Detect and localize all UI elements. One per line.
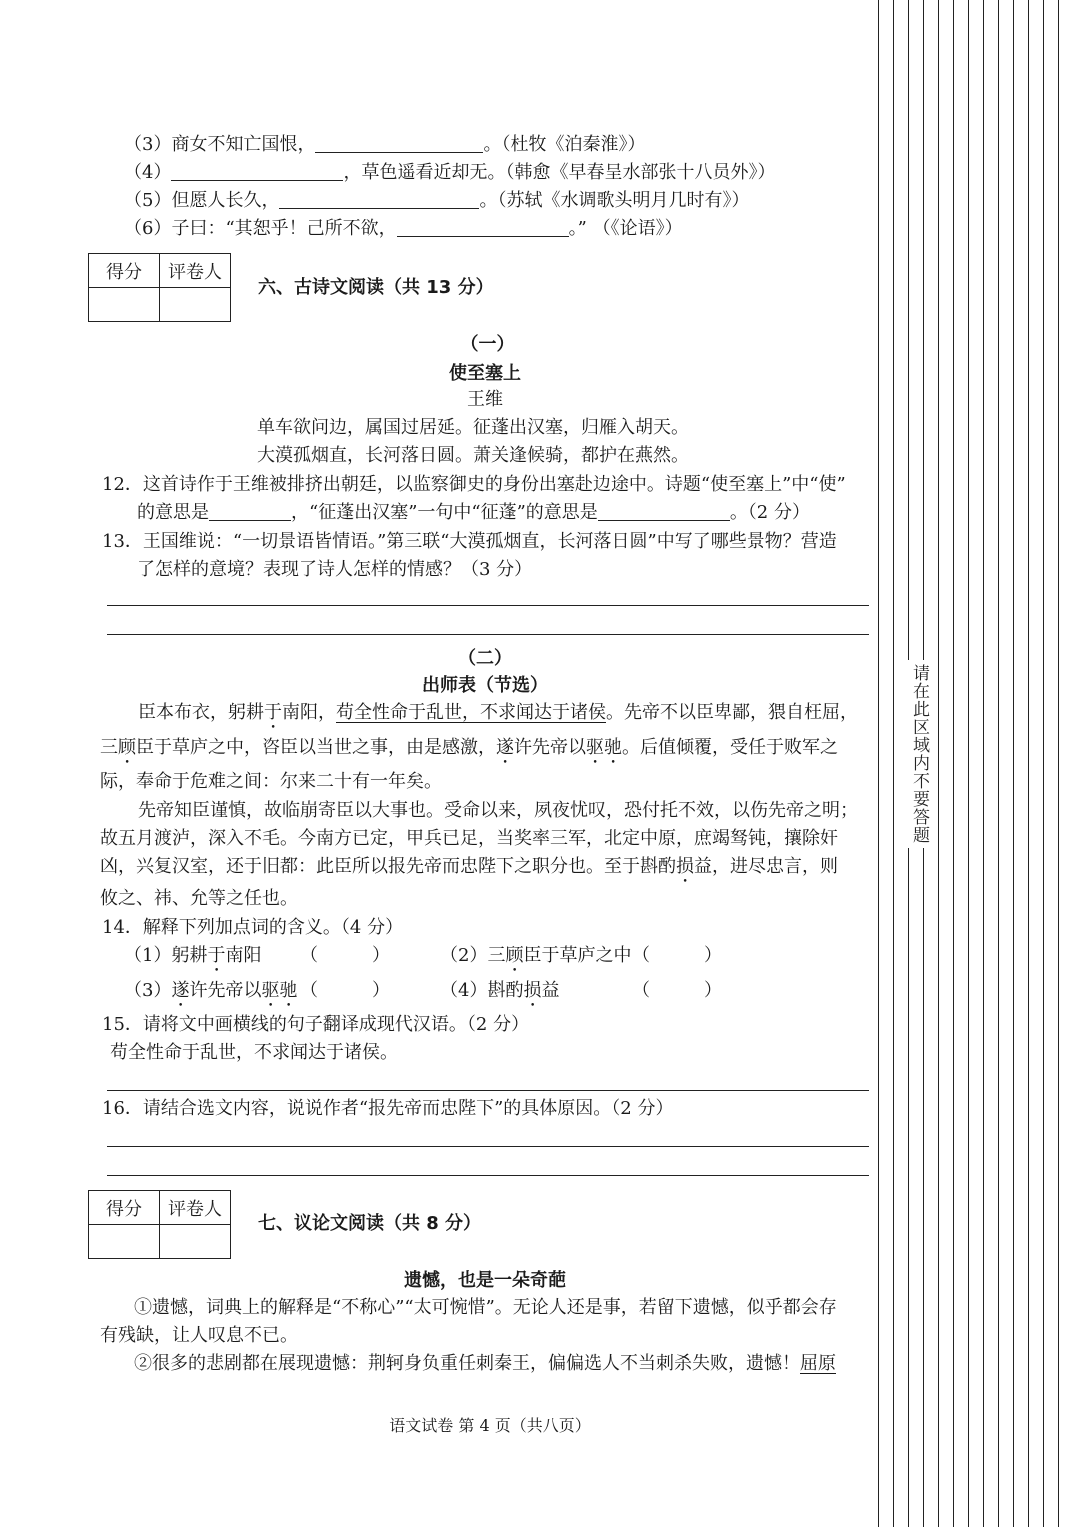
dotted-word: 损 [676,856,694,877]
passage-text: 臣于草庐之中，咨臣以当世之事，由是感激， [136,737,496,758]
passage-p2-line-1: 先帝知臣谨慎，故临崩寄臣以大事也。受命以来，夙夜忧叹，恐付托不效，以伤先帝之明； [138,800,858,821]
answer-blank[interactable] [598,502,730,521]
fill-in-5-post: 。（苏轼《水调歌头明月几时有》） [479,190,750,211]
passage-text: 臣本布衣，躬耕 [138,702,264,723]
passage-p1-line-1 [138,699,858,733]
grader-label: 评卷人 [160,1191,231,1225]
q14-item-1 [124,942,261,976]
dotted-word: 遂 [171,980,190,1001]
q14-text: 许先帝以 [189,980,262,1001]
passage-p2-line-3 [100,853,838,887]
binding-line [1028,0,1029,1527]
binding-notice: 请在此区域内不要答题 [905,660,934,848]
q14-item-2 [440,942,631,976]
article-title: 遗憾，也是一朵奇葩 [404,1270,566,1291]
article-p1-line-1: ①遗憾，词典上的解释是“不称心”“太可惋惜”。无论人还是事，若留下遗憾，似乎都会存 [134,1297,837,1318]
q12-line-2 [137,499,810,527]
passage-text: 。后值倾覆，受任于败军之 [622,737,838,758]
dotted-word: 驱驰 [261,980,298,1001]
score-box [88,1190,231,1259]
fill-in-4 [124,159,775,187]
passage-p1-line-2 [100,734,838,768]
passage-text: 三 [100,737,118,758]
q14-answer-3[interactable]: （ ） [300,980,390,1001]
article-text: ②很多的悲剧都在展现遗憾：荆轲身负重任刺秦王，偏偏选人不当刺杀失败，遗憾！ [134,1353,800,1374]
answer-line[interactable] [107,634,869,635]
part-1-label: （一） [460,334,515,355]
answer-line[interactable] [107,1175,869,1176]
dotted-word: 于 [264,702,282,723]
q15-sentence: 苟全性命于乱世，不求闻达于诸侯。 [110,1042,398,1063]
answer-blank[interactable] [279,190,479,209]
q12-text-b: ，“征蓬出汉塞”一句中“征蓬”的意思是 [291,502,598,523]
page-footer: 语文试卷 第 4 页（共八页） [389,1416,591,1435]
q14-text: （2）三 [440,945,506,966]
fill-in-5 [124,187,749,215]
binding-line [1043,0,1044,1527]
answer-line[interactable] [107,605,869,606]
poem-line-1: 单车欲问边，属国过居延。征蓬出汉塞，归雁入胡天。 [257,417,689,438]
answer-line[interactable] [107,1146,869,1147]
grader-label: 评卷人 [160,254,231,288]
q14-item-4 [440,977,559,1011]
underlined-text: 屈原 [800,1353,836,1374]
passage-text: 许先帝以 [514,737,586,758]
q12-line-1: 12．这首诗作于王维被排挤出朝廷，以监察御史的身份出塞赴边途中。诗题“使至塞上”中“使” [102,474,846,495]
answer-blank[interactable] [397,218,569,237]
dotted-word: 遂 [496,737,514,758]
q12-text-a: 的意思是 [137,502,209,523]
underlined-sentence: 苟全性命于乱世，不求闻达于诸侯 [336,702,606,723]
score-label: 得分 [89,254,160,288]
part-2-label: （二） [458,648,512,669]
fill-in-3 [124,131,645,159]
q13-line-1: 13．王国维说：“一切景语皆情语。”第三联“大漠孤烟直，长河落日圆”中写了哪些景物？营造 [102,531,837,552]
score-box [88,253,231,322]
article-p2-line-1 [134,1350,836,1378]
dotted-word: 顾 [118,737,136,758]
fill-in-4-pre: （4） [124,162,172,183]
q14-text: （4）斟酌 [440,980,524,1001]
binding-line [983,0,984,1527]
q14-answer-1[interactable]: （ ） [300,945,390,966]
passage-text: 。先帝不以臣卑鄙，猥自枉屈， [606,702,858,723]
q12-text-c: 。（2 分） [729,502,810,523]
fill-in-6 [124,215,683,243]
poem-title: 使至塞上 [449,363,521,384]
poem-author: 王维 [467,389,503,410]
score-cell[interactable] [89,1225,160,1259]
fill-in-6-post: 。” （《论语》） [568,218,683,239]
section-6-heading: 六、古诗文阅读（共 13 分） [258,277,494,298]
poem-line-2: 大漠孤烟直，长河落日圆。萧关逢候骑，都护在燕然。 [257,445,689,466]
answer-line[interactable] [107,1090,869,1091]
article-p1-line-2: 有残缺，让人叹息不已。 [100,1325,298,1346]
fill-in-6-pre: （6）子曰：“其恕乎！己所不欲， [124,218,397,239]
answer-blank[interactable] [315,134,483,153]
dotted-word: 顾 [505,945,524,966]
q14-text: 益 [541,980,560,1001]
passage-text: 凶，兴复汉室，还于旧都：此臣所以报先帝而忠陛下之职分也。至于斟酌 [100,856,676,877]
binding-line [893,0,894,1527]
q13-line-2: 了怎样的意境？表现了诗人怎样的情感？（3 分） [137,559,533,580]
q14-answer-2[interactable]: （ ） [632,945,722,966]
passage-p2-line-4: 攸之、祎、允等之任也。 [100,888,298,909]
binding-line [938,0,939,1527]
binding-line [968,0,969,1527]
binding-line [1058,0,1059,1527]
q14-stem: 14．解释下列加点词的含义。（4 分） [102,917,404,938]
dotted-word: 驱驰 [586,737,622,758]
fill-in-4-post: ，草色遥看近却无。（韩愈《早春呈水部张十八员外》） [343,162,776,183]
q14-text: （1）躬耕 [124,945,208,966]
passage-p1-line-3: 际，奉命于危难之间：尔来二十有一年矣。 [100,771,442,792]
passage-text: 南阳， [282,702,336,723]
fill-in-3-post: 。（杜牧《泊秦淮》） [483,134,646,155]
answer-blank[interactable] [171,162,343,181]
score-label: 得分 [89,1191,160,1225]
fill-in-3-pre: （3）商女不知亡国恨， [124,134,316,155]
grader-cell[interactable] [160,288,231,322]
binding-line [878,0,879,1527]
q14-text: （3） [124,980,172,1001]
grader-cell[interactable] [160,1225,231,1259]
binding-line [998,0,999,1527]
binding-line [953,0,954,1527]
q14-item-3 [124,977,297,1011]
q14-text: 臣于草庐之中 [523,945,632,966]
binding-line [1013,0,1014,1527]
dotted-word: 于 [207,945,226,966]
passage-text: 益，进尽忠言，则 [694,856,838,877]
fill-in-5-pre: （5）但愿人长久， [124,190,280,211]
q16-stem: 16．请结合选文内容，说说作者“报先帝而忠陛下”的具体原因。（2 分） [102,1098,674,1119]
q14-answer-4[interactable]: （ ） [632,980,722,1001]
q15-stem: 15．请将文中画横线的句子翻译成现代汉语。（2 分） [102,1014,530,1035]
section-7-heading: 七、议论文阅读（共 8 分） [258,1213,482,1234]
passage-p2-line-2: 故五月渡泸，深入不毛。今南方已定，甲兵已足，当奖率三军，北定中原，庶竭驽钝，攘除奸 [100,828,838,849]
q14-text: 南阳 [225,945,262,966]
dotted-word: 损 [523,980,542,1001]
score-cell[interactable] [89,288,160,322]
text-title: 出师表（节选） [422,675,548,696]
answer-blank[interactable] [209,502,291,521]
